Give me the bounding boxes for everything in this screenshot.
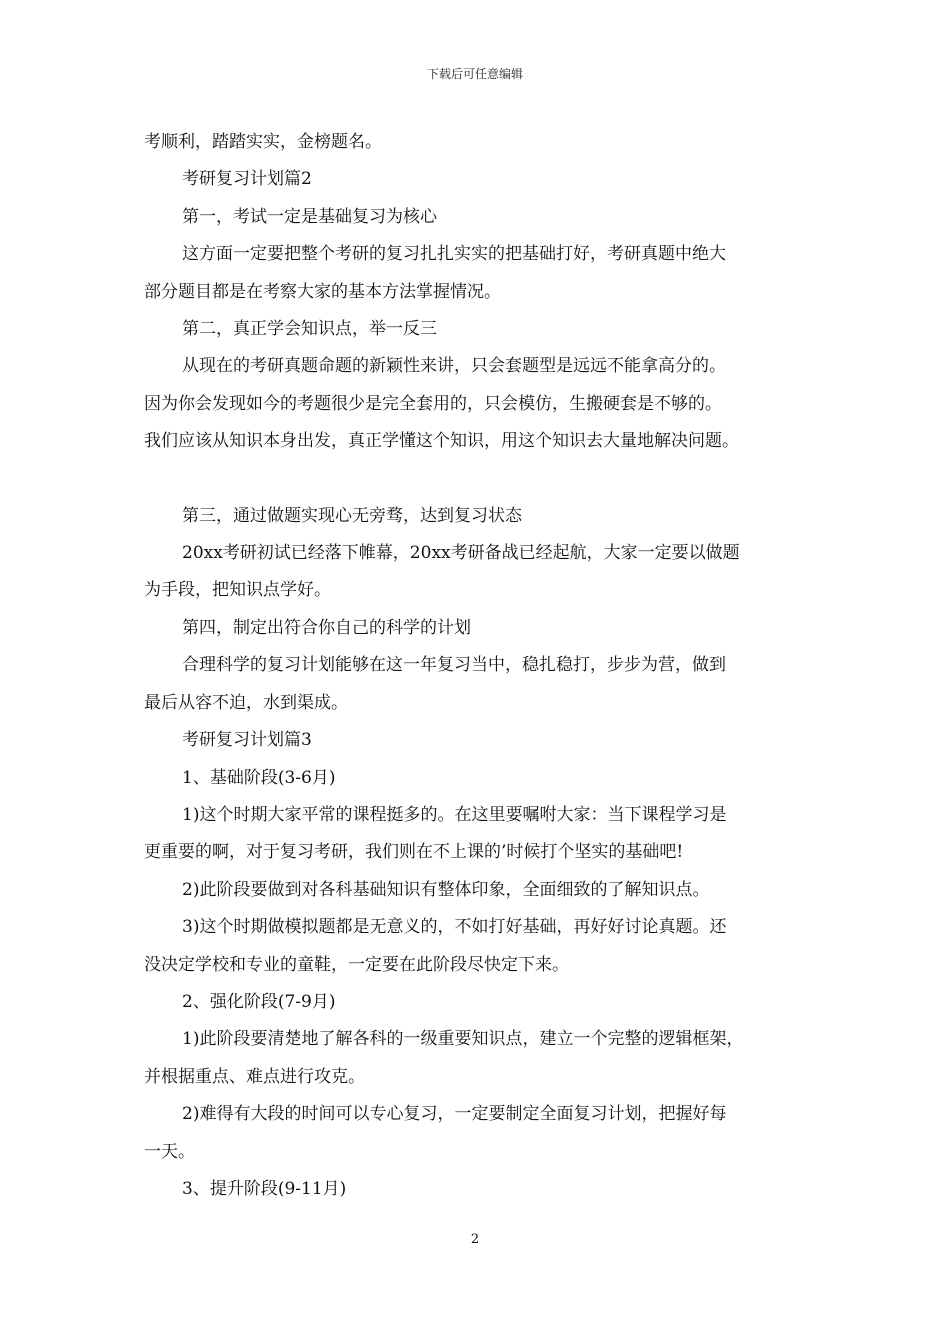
stage-heading: 2、强化阶段(7-9月) (182, 991, 336, 1012)
paragraph-line: 因为你会发现如今的考题很少是完全套用的，只会模仿，生搬硬套是不够的。 (144, 393, 722, 414)
paragraph-line: 3)这个时期做模拟题都是无意义的，不如打好基础，再好好讨论真题。还 (182, 917, 727, 938)
paragraph-line: 并根据重点、难点进行攻克。 (144, 1066, 365, 1087)
paragraph-line: 2)难得有大段的时间可以专心复习，一定要制定全面复习计划，把握好每 (182, 1104, 727, 1125)
paragraph-line: 更重要的啊，对于复习考研，我们则在不上课的’时候打个坚实的基础吧! (144, 842, 684, 863)
point-heading: 第三，通过做题实现心无旁骛，达到复习状态 (182, 505, 522, 526)
paragraph-line: 考顺利，踏踏实实，金榜题名。 (144, 132, 382, 152)
paragraph-line: 我们应该从知识本身出发，真正学懂这个知识，用这个知识去大量地解决问题。 (144, 431, 739, 452)
paragraph-line: 2)此阶段要做到对各科基础知识有整体印象，全面细致的了解知识点。 (182, 879, 710, 900)
document-body (144, 124, 834, 1208)
paragraph-line: 部分题目都是在考察大家的基本方法掌握情况。 (144, 281, 501, 302)
point-heading: 第二，真正学会知识点，举一反三 (182, 319, 437, 340)
section-heading: 考研复习计划篇3 (182, 730, 312, 751)
paragraph-line: 为手段，把知识点学好。 (144, 580, 331, 601)
paragraph-line: 20xx考研初试已经落下帷幕，20xx考研备战已经起航，大家一定要以做题 (182, 543, 740, 564)
point-heading: 第四，制定出符合你自己的科学的计划 (182, 617, 471, 638)
paragraph-line: 从现在的考研真题命题的新颖性来讲，只会套题型是远远不能拿高分的。 (182, 356, 726, 377)
page-number: 2 (470, 1232, 480, 1247)
paragraph-line: 最后从容不迫，水到渠成。 (144, 692, 348, 713)
point-heading: 第一，考试一定是基础复习为核心 (182, 206, 437, 227)
stage-heading: 3、提升阶段(9-11月) (182, 1178, 347, 1199)
blank-line (144, 461, 834, 498)
page-header: 下载后可任意编辑 (426, 67, 523, 81)
paragraph-line: 1)此阶段要清楚地了解各科的一级重要知识点，建立一个完整的逻辑框架， (182, 1029, 744, 1050)
paragraph-line: 一天。 (144, 1141, 195, 1162)
paragraph-line: 这方面一定要把整个考研的复习扎扎实实的把基础打好，考研真题中绝大 (182, 244, 726, 265)
stage-heading: 1、基础阶段(3-6月) (182, 767, 336, 788)
paragraph-line: 1)这个时期大家平常的课程挺多的。在这里要嘱咐大家：当下课程学习是 (182, 804, 727, 825)
section-heading: 考研复习计划篇2 (182, 169, 312, 190)
paragraph-line: 没决定学校和专业的童鞋，一定要在此阶段尽快定下来。 (144, 954, 569, 975)
paragraph-line: 合理科学的复习计划能够在这一年复习当中，稳扎稳打，步步为营，做到 (182, 655, 726, 676)
